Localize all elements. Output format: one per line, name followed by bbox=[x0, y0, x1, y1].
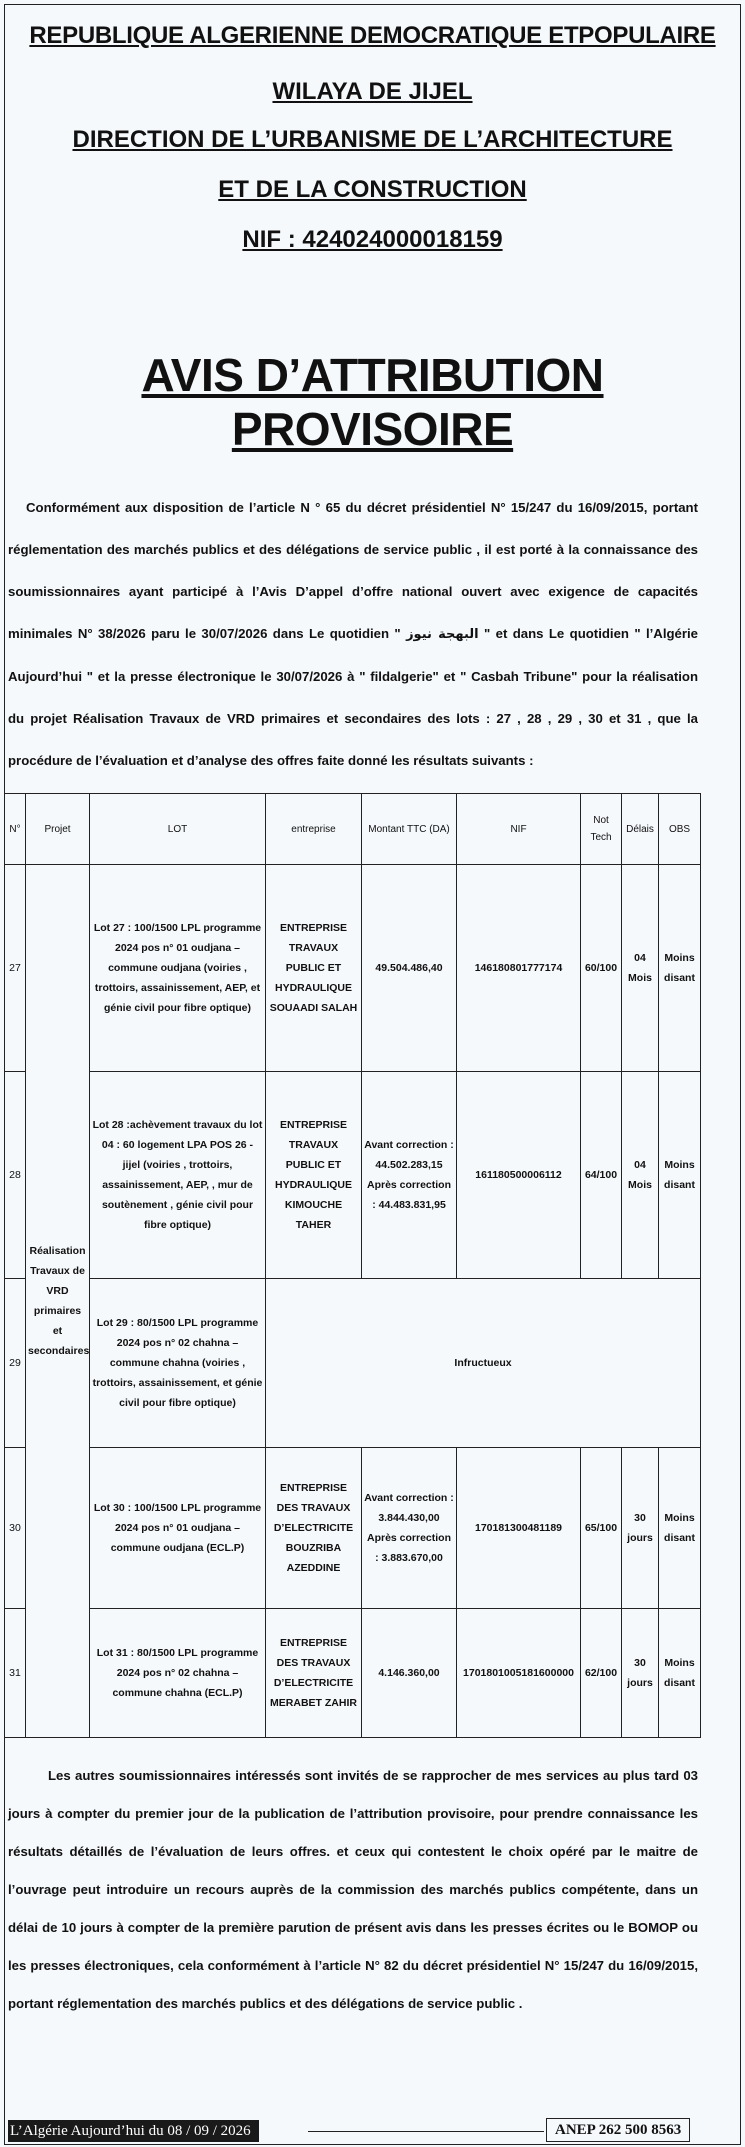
row-delais: 04 Mois bbox=[622, 865, 659, 1072]
row-montant: 4.146.360,00 bbox=[362, 1609, 457, 1738]
header-direction: DIRECTION DE L’URBANISME DE L’ARCHITECTURE bbox=[72, 126, 673, 153]
row-note: 65/100 bbox=[581, 1448, 622, 1609]
row-lot: Lot 31 : 80/1500 LPL programme 2024 pos n° 02 chahna – commune chahna (ECL.P) bbox=[90, 1609, 266, 1738]
projet-cell: Réalisation Travaux de VRD primaires et secondaires bbox=[26, 865, 90, 1738]
table-row bbox=[5, 1279, 701, 1448]
intro-text-part1: Conformément aux disposition de l’article N ° 65 du décret présidentiel N° 15/247 du 16/09/2015, portant réglementation des marchés publics et des délégations de service public , il est porté à la connaissance des soumissionnaires ayant participé à l’Avis D’appel d’offre national ouvert avec exigence de capacités minimales N° 38/2026 paru le 30/07/2026 dans Le quotidien " bbox=[8, 500, 698, 641]
row-lot: Lot 27 : 100/1500 LPL programme 2024 pos n° 01 oudjana – commune oudjana (voiries , trottoirs, assainissement, AEP, et génie civil pour fibre optique) bbox=[90, 865, 266, 1072]
closing-paragraph: Les autres soumissionnaires intéressés sont invités de se rapprocher de mes services au plus tard 03 jours à compter du premier jour de la publication de l’attribution provisoire, pour prendre connaissance les résultats détaillés de l’évaluation de leurs offres. et ceux qui contestent le choix opéré par le maitre de l’ouvrage peut introduire un recours auprès de la commission des marchés publics compétente, dans un délai de 10 jours à compter de la première parution de présent avis dans les presses écrites ou le BOMOP ou les presses électroniques, cela conformément à l’article N° 82 du décret présidentiel N° 15/247 du 16/09/2015, portant réglementation des marchés publics et des délégations de service public . bbox=[8, 1768, 698, 2011]
row-note: 64/100 bbox=[581, 1072, 622, 1279]
notice-title: AVIS D’ATTRIBUTION PROVISOIRE bbox=[141, 349, 604, 455]
header-lot: LOT bbox=[90, 794, 266, 865]
row-entreprise: ENTREPRISE DES TRAVAUX D’ELECTRICITE BOUZRIBA AZEDDINE bbox=[266, 1448, 362, 1609]
row-entreprise: ENTREPRISE TRAVAUX PUBLIC ET HYDRAULIQUE SOUAADI SALAH bbox=[266, 865, 362, 1072]
results-table bbox=[4, 793, 701, 1738]
row-nif: 146180801777174 bbox=[457, 865, 581, 1072]
row-num: 31 bbox=[5, 1609, 26, 1738]
row-num: 30 bbox=[5, 1448, 26, 1609]
row-num: 29 bbox=[5, 1279, 26, 1448]
header-wilaya: WILAYA DE JIJEL bbox=[272, 78, 473, 105]
header-projet: Projet bbox=[26, 794, 90, 865]
anep-reference: ANEP 262 500 8563 bbox=[546, 2118, 690, 2142]
header-nif: NIF : 424024000018159 bbox=[242, 226, 503, 253]
row-num: 28 bbox=[5, 1072, 26, 1279]
row-entreprise: ENTREPRISE TRAVAUX PUBLIC ET HYDRAULIQUE KIMOUCHE TAHER bbox=[266, 1072, 362, 1279]
publication-label: L’Algérie Aujourd’hui du 08 / 09 / 2026 bbox=[8, 2120, 259, 2142]
row-montant: 49.504.486,40 bbox=[362, 865, 457, 1072]
intro-paragraph bbox=[8, 487, 698, 782]
row-note: 60/100 bbox=[581, 865, 622, 1072]
header-num: N° bbox=[5, 794, 26, 865]
table-row bbox=[5, 1072, 701, 1279]
header-montant: Montant TTC (DA) bbox=[362, 794, 457, 865]
row-lot: Lot 29 : 80/1500 LPL programme 2024 pos n° 02 chahna – commune chahna (voiries , trottoirs, assainissement, et génie civil pour fibre optique) bbox=[90, 1279, 266, 1448]
row-obs: Moins disant bbox=[659, 1072, 701, 1279]
header-nif: NIF bbox=[457, 794, 581, 865]
row-nif: 1701801005181600000 bbox=[457, 1609, 581, 1738]
row-delais: 30 jours bbox=[622, 1448, 659, 1609]
row-infructueux: Infructueux bbox=[266, 1279, 701, 1448]
row-note: 62/100 bbox=[581, 1609, 622, 1738]
header-construction: ET DE LA CONSTRUCTION bbox=[218, 176, 527, 203]
table-row bbox=[5, 1609, 701, 1738]
row-montant: Avant correction : 44.502.283,15 Après correction : 44.483.831,95 bbox=[362, 1072, 457, 1279]
row-obs: Moins disant bbox=[659, 1609, 701, 1738]
intro-text-part2: " et dans Le quotidien " l’Algérie Aujourd’hui " et la presse électronique le 30/07/2026 à " fildalgerie" et " Casbah Tribune" pour la réalisation du projet Réalisation Travaux de VRD primaires et secondaires des lots : 27 , 28 , 29 , 30 et 31 , que la procédure de l’évaluation et d’analyse des offres faite donné les résultats suivants : bbox=[8, 626, 699, 768]
row-nif: 161180500006112 bbox=[457, 1072, 581, 1279]
row-lot: Lot 30 : 100/1500 LPL programme 2024 pos n° 01 oudjana – commune oudjana (ECL.P) bbox=[90, 1448, 266, 1609]
header-note: Not Tech bbox=[581, 794, 622, 865]
header-republic: REPUBLIQUE ALGERIENNE DEMOCRATIQUE ETPOPULAIRE bbox=[29, 22, 716, 49]
row-delais: 30 jours bbox=[622, 1609, 659, 1738]
table-row bbox=[5, 865, 701, 1072]
row-num: 27 bbox=[5, 865, 26, 1072]
row-obs: Moins disant bbox=[659, 865, 701, 1072]
header-obs: OBS bbox=[659, 794, 701, 865]
row-lot: Lot 28 :achèvement travaux du lot 04 : 60 logement LPA POS 26 - jijel (voiries , trottoirs, assainissement, AEP, , mur de soutènement , génie civil pour fibre optique) bbox=[90, 1072, 266, 1279]
table-row bbox=[5, 1448, 701, 1609]
row-montant: Avant correction : 3.844.430,00 Après correction : 3.883.670,00 bbox=[362, 1448, 457, 1609]
footer-divider bbox=[308, 2131, 544, 2132]
row-entreprise: ENTREPRISE DES TRAVAUX D’ELECTRICITE MERABET ZAHIR bbox=[266, 1609, 362, 1738]
intro-arabic-newspaper: البهجة نيوز bbox=[406, 627, 479, 642]
header-entreprise: entreprise bbox=[266, 794, 362, 865]
table-header-row bbox=[5, 794, 701, 865]
row-nif: 170181300481189 bbox=[457, 1448, 581, 1609]
row-delais: 04 Mois bbox=[622, 1072, 659, 1279]
header-delais: Délais bbox=[622, 794, 659, 865]
row-obs: Moins disant bbox=[659, 1448, 701, 1609]
